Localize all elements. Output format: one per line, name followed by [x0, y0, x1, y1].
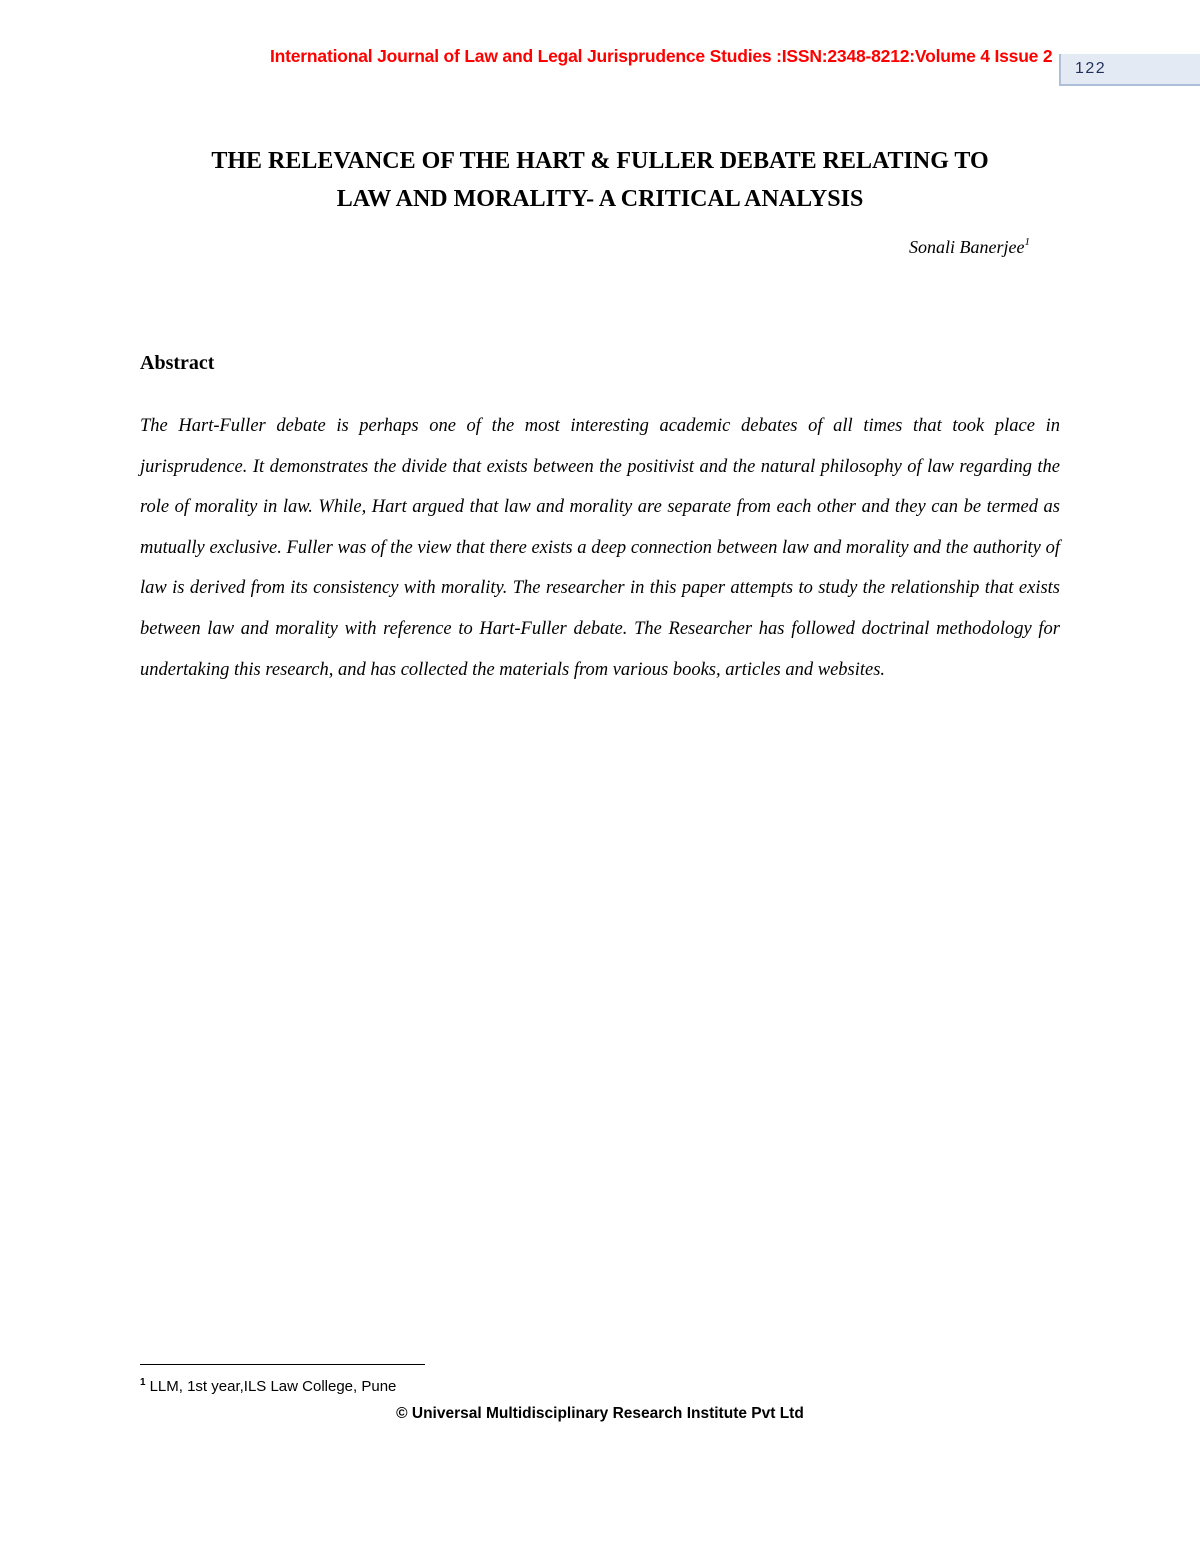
copyright-line: © Universal Multidisciplinary Research Institute Pvt Ltd	[396, 1405, 804, 1422]
footnote	[140, 1377, 396, 1395]
footnote-mark: 1	[140, 1377, 146, 1388]
page-number: 122	[1059, 54, 1200, 86]
abstract-body: The Hart-Fuller debate is perhaps one of the most interesting academic debates of all times that took place in jurisprudence. It demonstrates the divide that exists between the positivist and the natural philosophy of law regarding the role of morality in law. While, Hart argued that law and morality are separate from each other and they can be termed as mutually exclusive. Fuller was of the view that there exists a deep connection between law and morality and the authority of law is derived from its consistency with morality. The researcher in this paper attempts to study the relationship that exists between law and morality with reference to Hart-Fuller debate. The Researcher has followed doctrinal methodology for undertaking this research, and has collected the materials from various books, articles and websites.	[140, 416, 1060, 680]
title-line-2: LAW AND MORALITY- A CRITICAL ANALYSIS	[336, 186, 864, 212]
title-line-1: THE RELEVANCE OF THE HART & FULLER DEBATE RELATING TO	[211, 148, 989, 174]
author-text: Sonali Banerjee	[909, 237, 1025, 257]
journal-header: International Journal of Law and Legal Jurisprudence Studies :ISSN:2348-8212:Volume 4 Issue 2	[270, 46, 1053, 66]
footnote-text: LLM, 1st year,ILS Law College, Pune	[149, 1378, 397, 1395]
author-name	[909, 236, 1030, 258]
footnote-separator	[140, 1364, 425, 1365]
author-footnote-mark[interactable]: 1	[1024, 236, 1030, 248]
abstract-heading: Abstract	[140, 352, 215, 374]
article-title	[0, 142, 1200, 218]
